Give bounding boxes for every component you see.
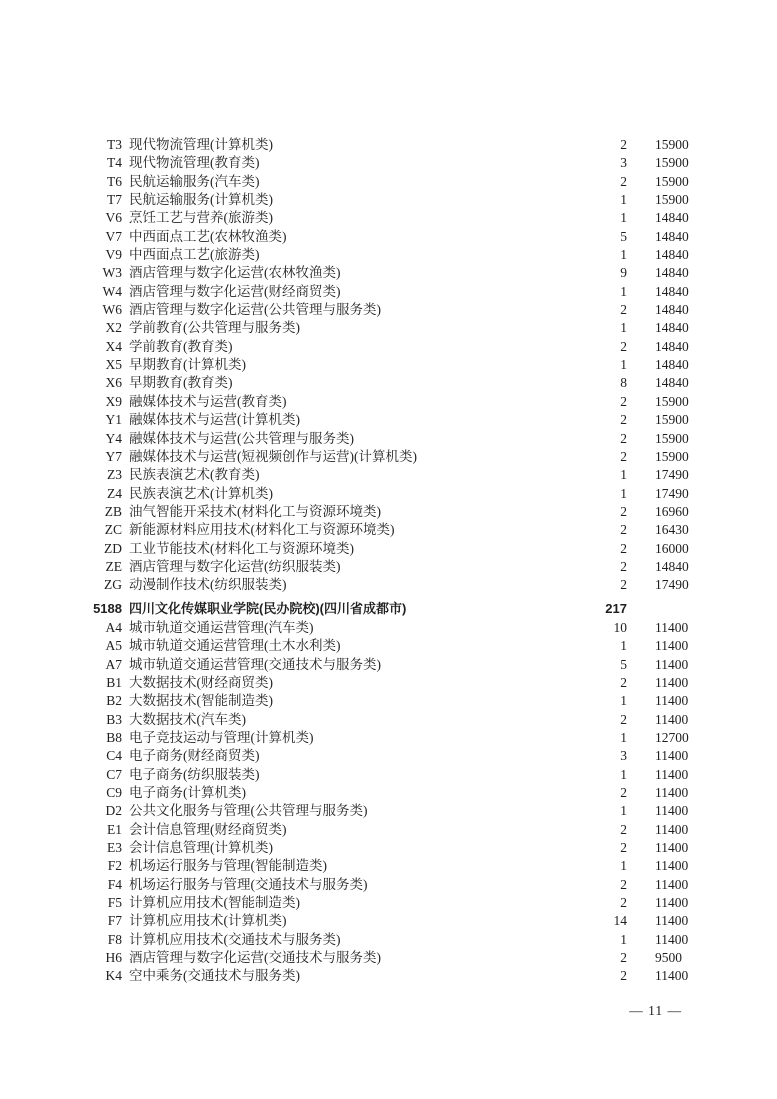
program-code: ZB: [104, 503, 122, 519]
program-code: C4: [106, 748, 122, 764]
program-row: [90, 692, 755, 710]
program-name: 公共文化服务与管理(公共管理与服务类): [129, 803, 368, 819]
program-code: F5: [107, 895, 122, 911]
program-code: A7: [105, 656, 122, 672]
program-row: [90, 301, 755, 319]
program-code: F2: [107, 858, 122, 874]
program-name: 现代物流管理(教育类): [129, 155, 260, 171]
program-fee: 11400: [655, 656, 689, 672]
program-row: [90, 747, 755, 765]
program-name: 计算机应用技术(智能制造类): [129, 895, 300, 911]
program-count: 1: [620, 210, 627, 226]
program-fee: 14840: [655, 357, 689, 373]
program-fee: 15900: [655, 192, 689, 208]
program-fee: 14840: [655, 302, 689, 318]
program-fee: 14840: [655, 320, 689, 336]
program-fee: 11400: [655, 619, 689, 635]
program-count: 2: [620, 968, 627, 984]
program-row: [90, 949, 755, 967]
program-fee: 9500: [655, 950, 682, 966]
program-name: 会计信息管理(计算机类): [129, 840, 273, 856]
institution-row: [90, 600, 755, 618]
program-name: 动漫制作技术(纺织服装类): [129, 577, 287, 593]
program-fee: 11400: [655, 803, 689, 819]
program-count: 2: [620, 448, 627, 464]
program-code: A4: [105, 619, 122, 635]
program-count: 2: [620, 876, 627, 892]
program-name: 城市轨道交通运营管理(汽车类): [129, 619, 314, 635]
program-name: 学前教育(公共管理与服务类): [129, 320, 300, 336]
program-name: 早期教育(计算机类): [129, 357, 246, 373]
program-code: ZE: [105, 558, 122, 574]
program-fee: 15900: [655, 155, 689, 171]
program-row: [90, 637, 755, 655]
program-row: [90, 448, 755, 466]
program-row: [90, 319, 755, 337]
program-count: 2: [620, 895, 627, 911]
program-code: B8: [106, 730, 122, 745]
program-name: 酒店管理与数字化运营(公共管理与服务类): [129, 302, 381, 318]
program-code: H6: [105, 950, 122, 966]
program-name: 机场运行服务与管理(交通技术与服务类): [129, 876, 368, 892]
program-row: [90, 191, 755, 209]
program-count: 1: [620, 730, 627, 745]
program-name: 城市轨道交通运营管理(交通技术与服务类): [129, 656, 381, 672]
program-count: 3: [620, 155, 627, 171]
program-count: 1: [620, 803, 627, 819]
program-name: 电子商务(财经商贸类): [129, 748, 260, 764]
program-name: 城市轨道交通运营管理(土木水利类): [129, 638, 341, 654]
program-row: [90, 821, 755, 839]
program-fee: 16430: [655, 522, 689, 538]
program-code: F7: [107, 913, 122, 929]
program-row: [90, 521, 755, 539]
program-count: 2: [620, 950, 627, 966]
program-row: [90, 711, 755, 729]
program-code: C9: [106, 785, 122, 801]
program-row: [90, 485, 755, 503]
program-code: ZD: [104, 540, 122, 556]
program-name: 油气智能开采技术(材料化工与资源环境类): [129, 503, 381, 519]
program-row: [90, 503, 755, 521]
program-name: 酒店管理与数字化运营(财经商贸类): [129, 283, 341, 299]
program-count: 2: [620, 173, 627, 189]
program-name: 融媒体技术与运营(公共管理与服务类): [129, 430, 354, 446]
program-row: [90, 338, 755, 356]
program-name: 大数据技术(智能制造类): [129, 693, 273, 709]
program-name: 新能源材料应用技术(材料化工与资源环境类): [129, 522, 395, 538]
program-count: 1: [620, 467, 627, 483]
program-row: [90, 967, 755, 985]
program-fee: 11400: [655, 674, 689, 690]
program-count: 2: [620, 338, 627, 354]
program-fee: 11400: [655, 876, 689, 892]
program-count: 10: [613, 619, 627, 635]
program-row: [90, 430, 755, 448]
program-row: [90, 466, 755, 484]
program-fee: 15900: [655, 430, 689, 446]
program-row: [90, 619, 755, 637]
program-fee: 11400: [655, 968, 689, 984]
program-row: [90, 283, 755, 301]
program-row: [90, 876, 755, 894]
program-count: 1: [620, 693, 627, 709]
enrollment-table: [90, 136, 755, 986]
program-count: 2: [620, 821, 627, 837]
program-row: [90, 393, 755, 411]
program-row: [90, 576, 755, 594]
program-code: V9: [105, 247, 122, 263]
program-row: [90, 784, 755, 802]
program-count: 2: [620, 840, 627, 856]
program-count: 2: [620, 785, 627, 801]
program-fee: 12700: [655, 730, 689, 745]
program-count: 3: [620, 748, 627, 764]
program-fee: 11400: [655, 711, 689, 727]
program-fee: 16960: [655, 503, 689, 519]
program-code: B3: [106, 711, 122, 727]
program-row: [90, 246, 755, 264]
program-row: [90, 857, 755, 875]
program-count: 2: [620, 302, 627, 318]
program-count: 5: [620, 228, 627, 244]
program-name: 计算机应用技术(交通技术与服务类): [129, 931, 341, 947]
program-count: 1: [620, 247, 627, 263]
program-fee: 15900: [655, 173, 689, 189]
program-row: [90, 931, 755, 949]
program-name: 学前教育(教育类): [129, 338, 233, 354]
program-name: 民族表演艺术(教育类): [129, 467, 260, 483]
program-name: 民族表演艺术(计算机类): [129, 485, 273, 501]
program-code: T3: [107, 137, 122, 152]
program-code: A5: [105, 638, 122, 654]
program-fee: 15900: [655, 448, 689, 464]
program-row: [90, 894, 755, 912]
program-row: [90, 802, 755, 820]
program-fee: 11400: [655, 785, 689, 801]
program-row: [90, 209, 755, 227]
program-name: 融媒体技术与运营(教育类): [129, 393, 287, 409]
program-count: 2: [620, 522, 627, 538]
program-fee: 11400: [655, 821, 689, 837]
program-row: [90, 540, 755, 558]
institution-name: 四川文化传媒职业学院(民办院校)(四川省成都市): [129, 600, 407, 616]
program-code: W3: [102, 265, 122, 281]
program-row: [90, 264, 755, 282]
program-code: Z4: [107, 485, 122, 501]
program-code: E3: [107, 840, 122, 856]
program-code: X2: [105, 320, 122, 336]
program-name: 大数据技术(财经商贸类): [129, 674, 273, 690]
program-count: 2: [620, 540, 627, 556]
program-count: 2: [620, 137, 627, 152]
program-count: 1: [620, 357, 627, 373]
program-code: ZC: [104, 522, 122, 538]
program-name: 电子竞技运动与管理(计算机类): [129, 730, 314, 745]
program-code: Z3: [107, 467, 122, 483]
program-name: 早期教育(教育类): [129, 375, 233, 391]
program-code: C7: [106, 766, 122, 782]
program-fee: 17490: [655, 577, 689, 593]
program-code: Y4: [105, 430, 122, 446]
program-row: [90, 136, 755, 154]
program-name: 中西面点工艺(农林牧渔类): [129, 228, 287, 244]
program-count: 1: [620, 283, 627, 299]
program-row: [90, 228, 755, 246]
program-row: [90, 766, 755, 784]
program-name: 大数据技术(汽车类): [129, 711, 246, 727]
program-name: 机场运行服务与管理(智能制造类): [129, 858, 327, 874]
program-fee: 14840: [655, 283, 689, 299]
program-code: B1: [106, 674, 122, 690]
program-row: [90, 839, 755, 857]
program-code: T6: [107, 173, 122, 189]
program-code: V6: [105, 210, 122, 226]
program-fee: 17490: [655, 467, 689, 483]
institution-count: 217: [605, 600, 627, 616]
program-count: 2: [620, 577, 627, 593]
program-fee: 14840: [655, 265, 689, 281]
program-count: 1: [620, 485, 627, 501]
program-row: [90, 674, 755, 692]
program-name: 现代物流管理(计算机类): [129, 137, 273, 152]
program-fee: 15900: [655, 393, 689, 409]
program-code: F8: [107, 931, 122, 947]
program-name: 民航运输服务(计算机类): [129, 192, 273, 208]
program-name: 融媒体技术与运营(计算机类): [129, 412, 300, 428]
program-fee: 11400: [655, 766, 689, 782]
program-fee: 11400: [655, 858, 689, 874]
program-fee: 14840: [655, 210, 689, 226]
program-name: 酒店管理与数字化运营(交通技术与服务类): [129, 950, 381, 966]
program-fee: 14840: [655, 247, 689, 263]
page-number: — 11 —: [629, 1003, 682, 1018]
program-count: 9: [620, 265, 627, 281]
program-code: W6: [102, 302, 122, 318]
program-count: 2: [620, 393, 627, 409]
program-fee: 11400: [655, 895, 689, 911]
program-name: 工业节能技术(材料化工与资源环境类): [129, 540, 354, 556]
program-name: 空中乘务(交通技术与服务类): [129, 968, 300, 984]
program-fee: 16000: [655, 540, 689, 556]
program-fee: 14840: [655, 375, 689, 391]
program-row: [90, 173, 755, 191]
program-code: D2: [105, 803, 122, 819]
program-name: 酒店管理与数字化运营(纺织服装类): [129, 558, 341, 574]
program-count: 2: [620, 711, 627, 727]
program-code: B2: [106, 693, 122, 709]
program-code: V7: [105, 228, 122, 244]
program-count: 1: [620, 858, 627, 874]
program-row: [90, 356, 755, 374]
program-count: 2: [620, 674, 627, 690]
program-count: 2: [620, 503, 627, 519]
program-row: [90, 729, 755, 747]
program-name: 烹饪工艺与营养(旅游类): [129, 210, 273, 226]
program-code: T7: [107, 192, 122, 208]
program-code: X9: [105, 393, 122, 409]
program-count: 5: [620, 656, 627, 672]
program-row: [90, 374, 755, 392]
program-row: [90, 558, 755, 576]
program-code: K4: [105, 968, 122, 984]
program-row: [90, 411, 755, 429]
program-code: ZG: [104, 577, 122, 593]
program-count: 1: [620, 766, 627, 782]
program-name: 电子商务(纺织服装类): [129, 766, 260, 782]
program-fee: 14840: [655, 228, 689, 244]
program-name: 电子商务(计算机类): [129, 785, 246, 801]
program-name: 融媒体技术与运营(短视频创作与运营)(计算机类): [129, 448, 417, 464]
program-count: 2: [620, 412, 627, 428]
program-count: 1: [620, 638, 627, 654]
program-count: 2: [620, 558, 627, 574]
program-fee: 14840: [655, 558, 689, 574]
program-name: 计算机应用技术(计算机类): [129, 913, 287, 929]
program-row: [90, 154, 755, 172]
program-code: X4: [105, 338, 122, 354]
program-code: Y7: [105, 448, 122, 464]
program-count: 8: [620, 375, 627, 391]
program-name: 中西面点工艺(旅游类): [129, 247, 260, 263]
program-count: 1: [620, 192, 627, 208]
program-fee: 11400: [655, 840, 689, 856]
program-code: X5: [105, 357, 122, 373]
program-code: W4: [102, 283, 122, 299]
program-name: 会计信息管理(财经商贸类): [129, 821, 287, 837]
program-fee: 15900: [655, 137, 689, 152]
page-footer: [629, 1003, 682, 1019]
program-count: 2: [620, 430, 627, 446]
program-code: X6: [105, 375, 122, 391]
program-fee: 15900: [655, 412, 689, 428]
program-fee: 11400: [655, 931, 689, 947]
program-code: E1: [107, 821, 122, 837]
program-fee: 11400: [655, 638, 689, 654]
program-count: 14: [613, 913, 627, 929]
program-code: T4: [107, 155, 122, 171]
program-count: 1: [620, 931, 627, 947]
program-fee: 11400: [655, 748, 689, 764]
program-code: F4: [107, 876, 122, 892]
program-fee: 17490: [655, 485, 689, 501]
program-fee: 11400: [655, 913, 689, 929]
program-count: 1: [620, 320, 627, 336]
program-name: 民航运输服务(汽车类): [129, 173, 260, 189]
program-name: 酒店管理与数字化运营(农林牧渔类): [129, 265, 341, 281]
program-row: [90, 656, 755, 674]
institution-code: 5188: [93, 600, 122, 616]
program-fee: 11400: [655, 693, 689, 709]
program-fee: 14840: [655, 338, 689, 354]
program-code: Y1: [105, 412, 122, 428]
program-row: [90, 912, 755, 930]
